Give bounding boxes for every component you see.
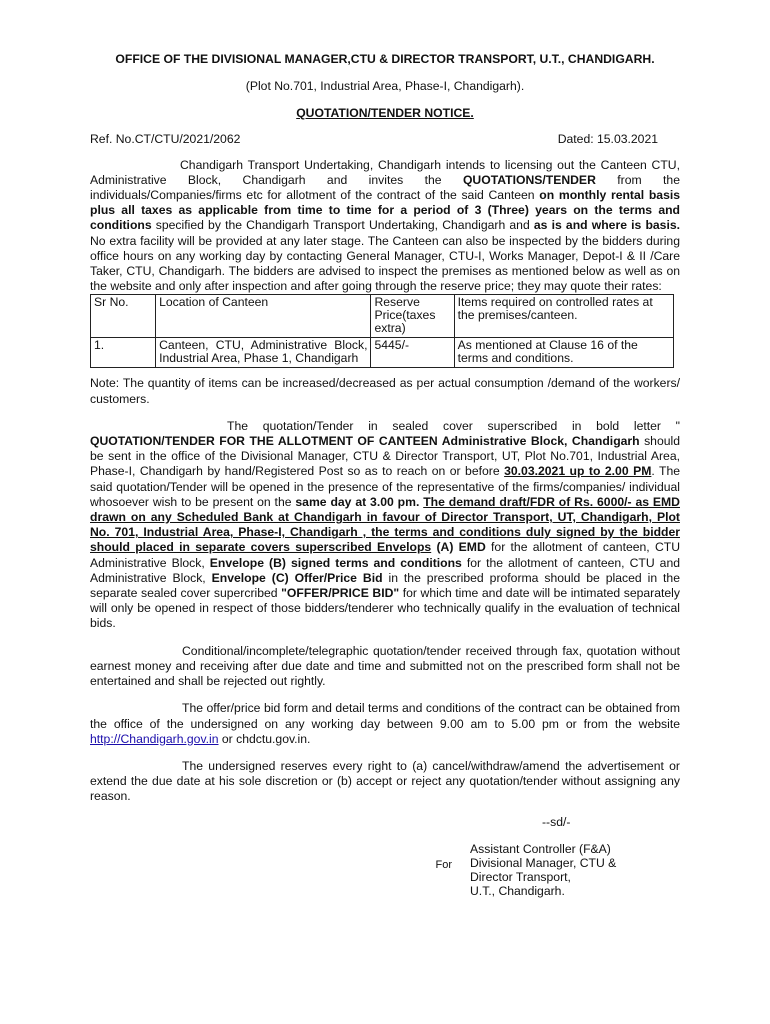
reference-number: Ref. No.CT/CTU/2021/2062 (90, 132, 241, 147)
notice-title: QUOTATION/TENDER NOTICE. (296, 106, 474, 121)
canteen-rates-table (90, 294, 674, 368)
signatory-line: Assistant Controller (F&A) (470, 841, 611, 856)
header-sr-no: Sr No. (91, 295, 156, 338)
cell-reserve-price: 5445/- (371, 338, 454, 368)
signatory-line: U.T., Chandigarh. (470, 883, 565, 898)
signature-block (90, 842, 680, 898)
table-row (91, 338, 674, 368)
website-link[interactable]: http://Chandigarh.gov.in (90, 731, 219, 746)
submission-paragraph: The quotation/Tender in sealed cover superscribed in bold letter " QUOTATION/TENDER FOR THE ALLOTMENT OF CANTEEN Administrative Block, Chandigarh should be sent in the office of the Divisional Manager, CTU & Director Transport, UT, Plot No.701, Industrial Area, Phase-I, Chandigarh by hand/Registered Post so as to reach on or before 30.03.2021 up to 2.00 PM. The said quotation/Tender will be opened in the presence of the representative of the firms/companies/ individual whosoever wish to be present on the same day at 3.00 pm. The demand draft/FDR of Rs. 6000/- as EMD drawn on any Scheduled Bank at Chandigarh in favour of Director Transport, UT, Chandigarh, Plot No. 701, Industrial Area, Phase-I, Chandigarh , the terms and conditions duly signed by the bidder should placed in separate covers superscribed Envelops (A) EMD for the allotment of canteen, CTU Administrative Block, Envelope (B) signed terms and conditions for the allotment of canteen, CTU and Administrative Block, Envelope (C) Offer/Price Bid in the prescribed proforma should be placed in the separate sealed cover supercribed "OFFER/PRICE BID" for which time and date will be intimated separately will only be opened in respect of those bidders/tenderer who technically qualify in the evaluation of technical bids. (90, 418, 681, 631)
signature-mark: --sd/- (542, 814, 571, 829)
signatory-line: Director Transport, (470, 869, 571, 884)
for-label: For (435, 858, 452, 871)
notice-date: Dated: 15.03.2021 (557, 132, 658, 147)
cell-sr-no: 1. (91, 338, 156, 368)
office-address: (Plot No.701, Industrial Area, Phase-I, Chandigarh). (245, 79, 525, 93)
reference-row (90, 132, 680, 147)
header-items-required: Items required on controlled rates at the premises/canteen. (454, 295, 673, 338)
cell-location: Canteen, CTU, Administrative Block, Industrial Area, Phase 1, Chandigarh (156, 338, 371, 368)
cell-items-required: As mentioned at Clause 16 of the terms and conditions. (454, 338, 673, 368)
header-reserve-price: Reserve Price(taxes extra) (371, 295, 454, 338)
tender-notice-document (90, 52, 680, 898)
header-location: Location of Canteen (156, 295, 371, 338)
signatory-line: Divisional Manager, CTU & (470, 855, 617, 870)
intro-paragraph: Chandigarh Transport Undertaking, Chandigarh intends to licensing out the Canteen CTU, Administrative Block, Chandigarh and invites the QUOTATIONS/TENDER from the individuals/Companies/firms etc for allotment of the contract of the said Canteen on monthly rental basis plus all taxes as applicable from time to time for a period of 3 (Three) years on the terms and conditions specified by the Chandigarh Transport Undertaking, Chandigarh and as is and where is basis. No extra facility will be provided at any later stage. The Canteen can also be inspected by the bidders during office hours on any working day by contacting General Manager, CTU-I, Works Manager, Depot-I & II /Care Taker, CTU, Chandigarh. The bidders are advised to inspect the premises as mentioned below as well as on the website and only after inspection and after going through the reserve price; they may quote their rates: (90, 157, 681, 294)
note-paragraph: Note: The quantity of items can be increased/decreased as per actual consumption /demand of the workers/ customers. (90, 376, 680, 406)
bid-form-paragraph: The offer/price bid form and detail terms and conditions of the contract can be obtained from the office of the undersigned on any working day between 9.00 am to 5.00 pm or from the website http://Chandigarh.gov.in or chdctu.gov.in. (90, 701, 680, 746)
office-title: OFFICE OF THE DIVISIONAL MANAGER,CTU & DIRECTOR TRANSPORT, U.T., CHANDIGARH. (115, 52, 655, 66)
table-header-row (91, 295, 674, 338)
rejection-paragraph: Conditional/incomplete/telegraphic quotation/tender received through fax, quotation without earnest money and receiving after due date and time and submitted not on the prescribed form shall not be entertained and shall be rejected out rightly. (90, 643, 680, 689)
signatory-details (470, 842, 616, 898)
rights-paragraph: The undersigned reserves every right to (a) cancel/withdraw/amend the advertisement or extend the due date at his sole discretion or (b) accept or reject any quotation/tender without assigning any reason. (90, 758, 680, 804)
